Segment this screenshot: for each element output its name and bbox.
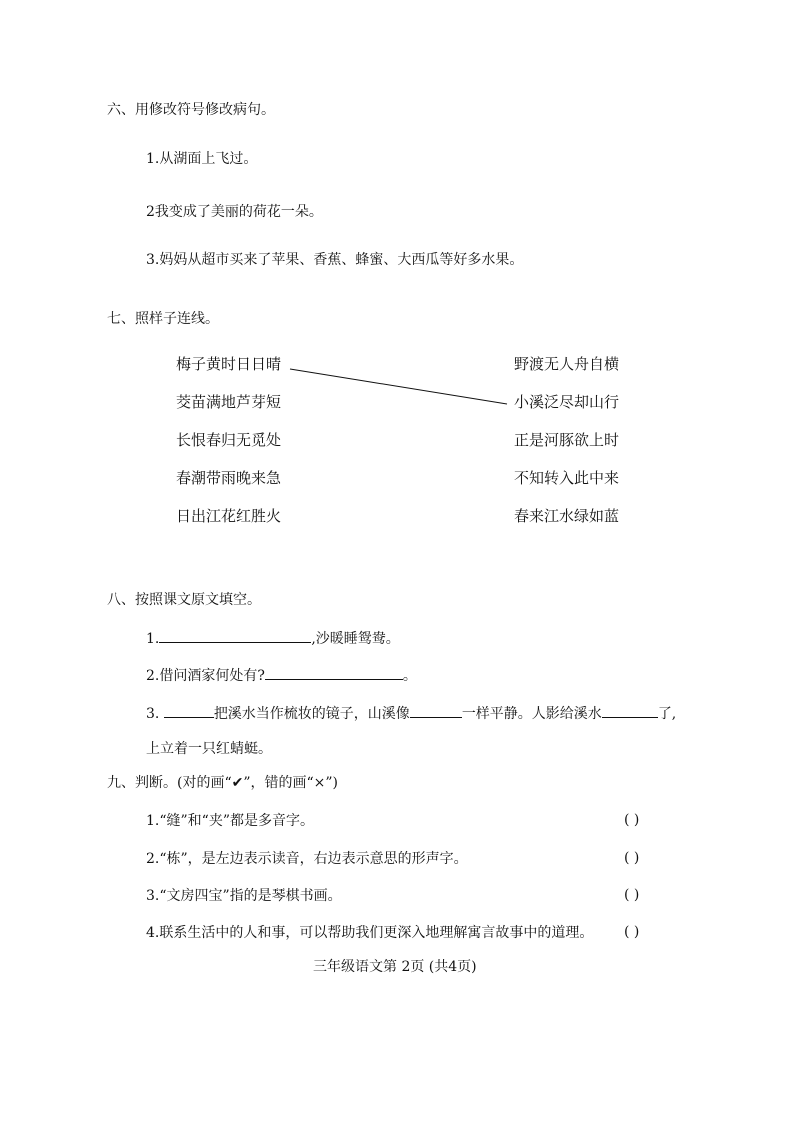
- q3-blank-2[interactable]: [410, 703, 462, 718]
- answer-parentheses-1[interactable]: ( ): [624, 812, 640, 828]
- answer-parentheses-4[interactable]: ( ): [624, 924, 640, 940]
- q1-blank[interactable]: [159, 628, 311, 643]
- section-8-q3-line-2: 上立着一只红蜻蜓。: [146, 741, 272, 757]
- right-line-4: 不知转入此中来: [514, 469, 620, 487]
- judge-item-1: 1.“缝”和“夹”都是多音字。: [146, 813, 314, 829]
- section-6-item-3: 3.妈妈从超市买来了苹果、香蕉、蜂蜜、大西瓜等好多水果。: [146, 252, 524, 268]
- section-9-title: 九、判断。(对的画“✔”，错的画“×”): [107, 775, 339, 791]
- section-8-q3: [146, 703, 676, 723]
- section-6-item-1: 1.从湖面上飞过。: [146, 151, 258, 167]
- section-8-q2: [146, 665, 417, 685]
- left-line-1: 梅子黄时日日晴: [176, 355, 282, 373]
- left-line-3: 长恨春归无觅处: [176, 431, 282, 449]
- judge-item-4: 4.联系生活中的人和事，可以帮助我们更深入地理解寓言故事中的道理。: [146, 925, 594, 941]
- left-line-4: 春潮带雨晚来急: [176, 469, 282, 487]
- q3-part-c: 了,: [657, 706, 677, 722]
- right-line-2: 小溪泛尽却山行: [514, 393, 620, 411]
- section-8-q1: [146, 628, 400, 648]
- section-6-title: 六、用修改符号修改病句。: [107, 102, 275, 118]
- q1-tail: ,沙暖睡鸳鸯。: [311, 631, 400, 647]
- judge-item-3: 3.“文房四宝”指的是琴棋书画。: [146, 888, 342, 904]
- section-7-title: 七、照样子连线。: [107, 311, 219, 327]
- q3-blank-1[interactable]: [164, 703, 214, 718]
- left-line-2: 茭苗满地芦芽短: [176, 393, 282, 411]
- q3-part-b: 一样平静。人影给溪水: [461, 706, 602, 722]
- right-line-1: 野渡无人舟自横: [514, 355, 620, 373]
- page-footer: 三年级语文第 2页 (共4页): [313, 959, 477, 975]
- left-line-5: 日出江花红胜火: [176, 507, 282, 525]
- answer-parentheses-3[interactable]: ( ): [624, 887, 640, 903]
- judge-item-2: 2.“栋”，是左边表示读音，右边表示意思的形声字。: [146, 851, 468, 867]
- section-8-title: 八、按照课文原文填空。: [107, 592, 261, 608]
- q3-number: 3.: [146, 706, 160, 722]
- q2-blank[interactable]: [265, 665, 403, 680]
- q3-blank-3[interactable]: [602, 703, 658, 718]
- answer-parentheses-2[interactable]: ( ): [624, 850, 640, 866]
- right-line-3: 正是河豚欲上时: [514, 431, 620, 449]
- section-6-item-2: 2我变成了美丽的荷花一朵。: [146, 204, 323, 220]
- q1-number: 1.: [146, 631, 160, 647]
- q2-tail: 。: [402, 668, 417, 684]
- q2-head: 2.借问酒家何处有?: [146, 668, 265, 684]
- q3-part-a: 把溪水当作梳妆的镜子，山溪像: [213, 706, 410, 722]
- right-line-5: 春来江水绿如蓝: [514, 507, 620, 525]
